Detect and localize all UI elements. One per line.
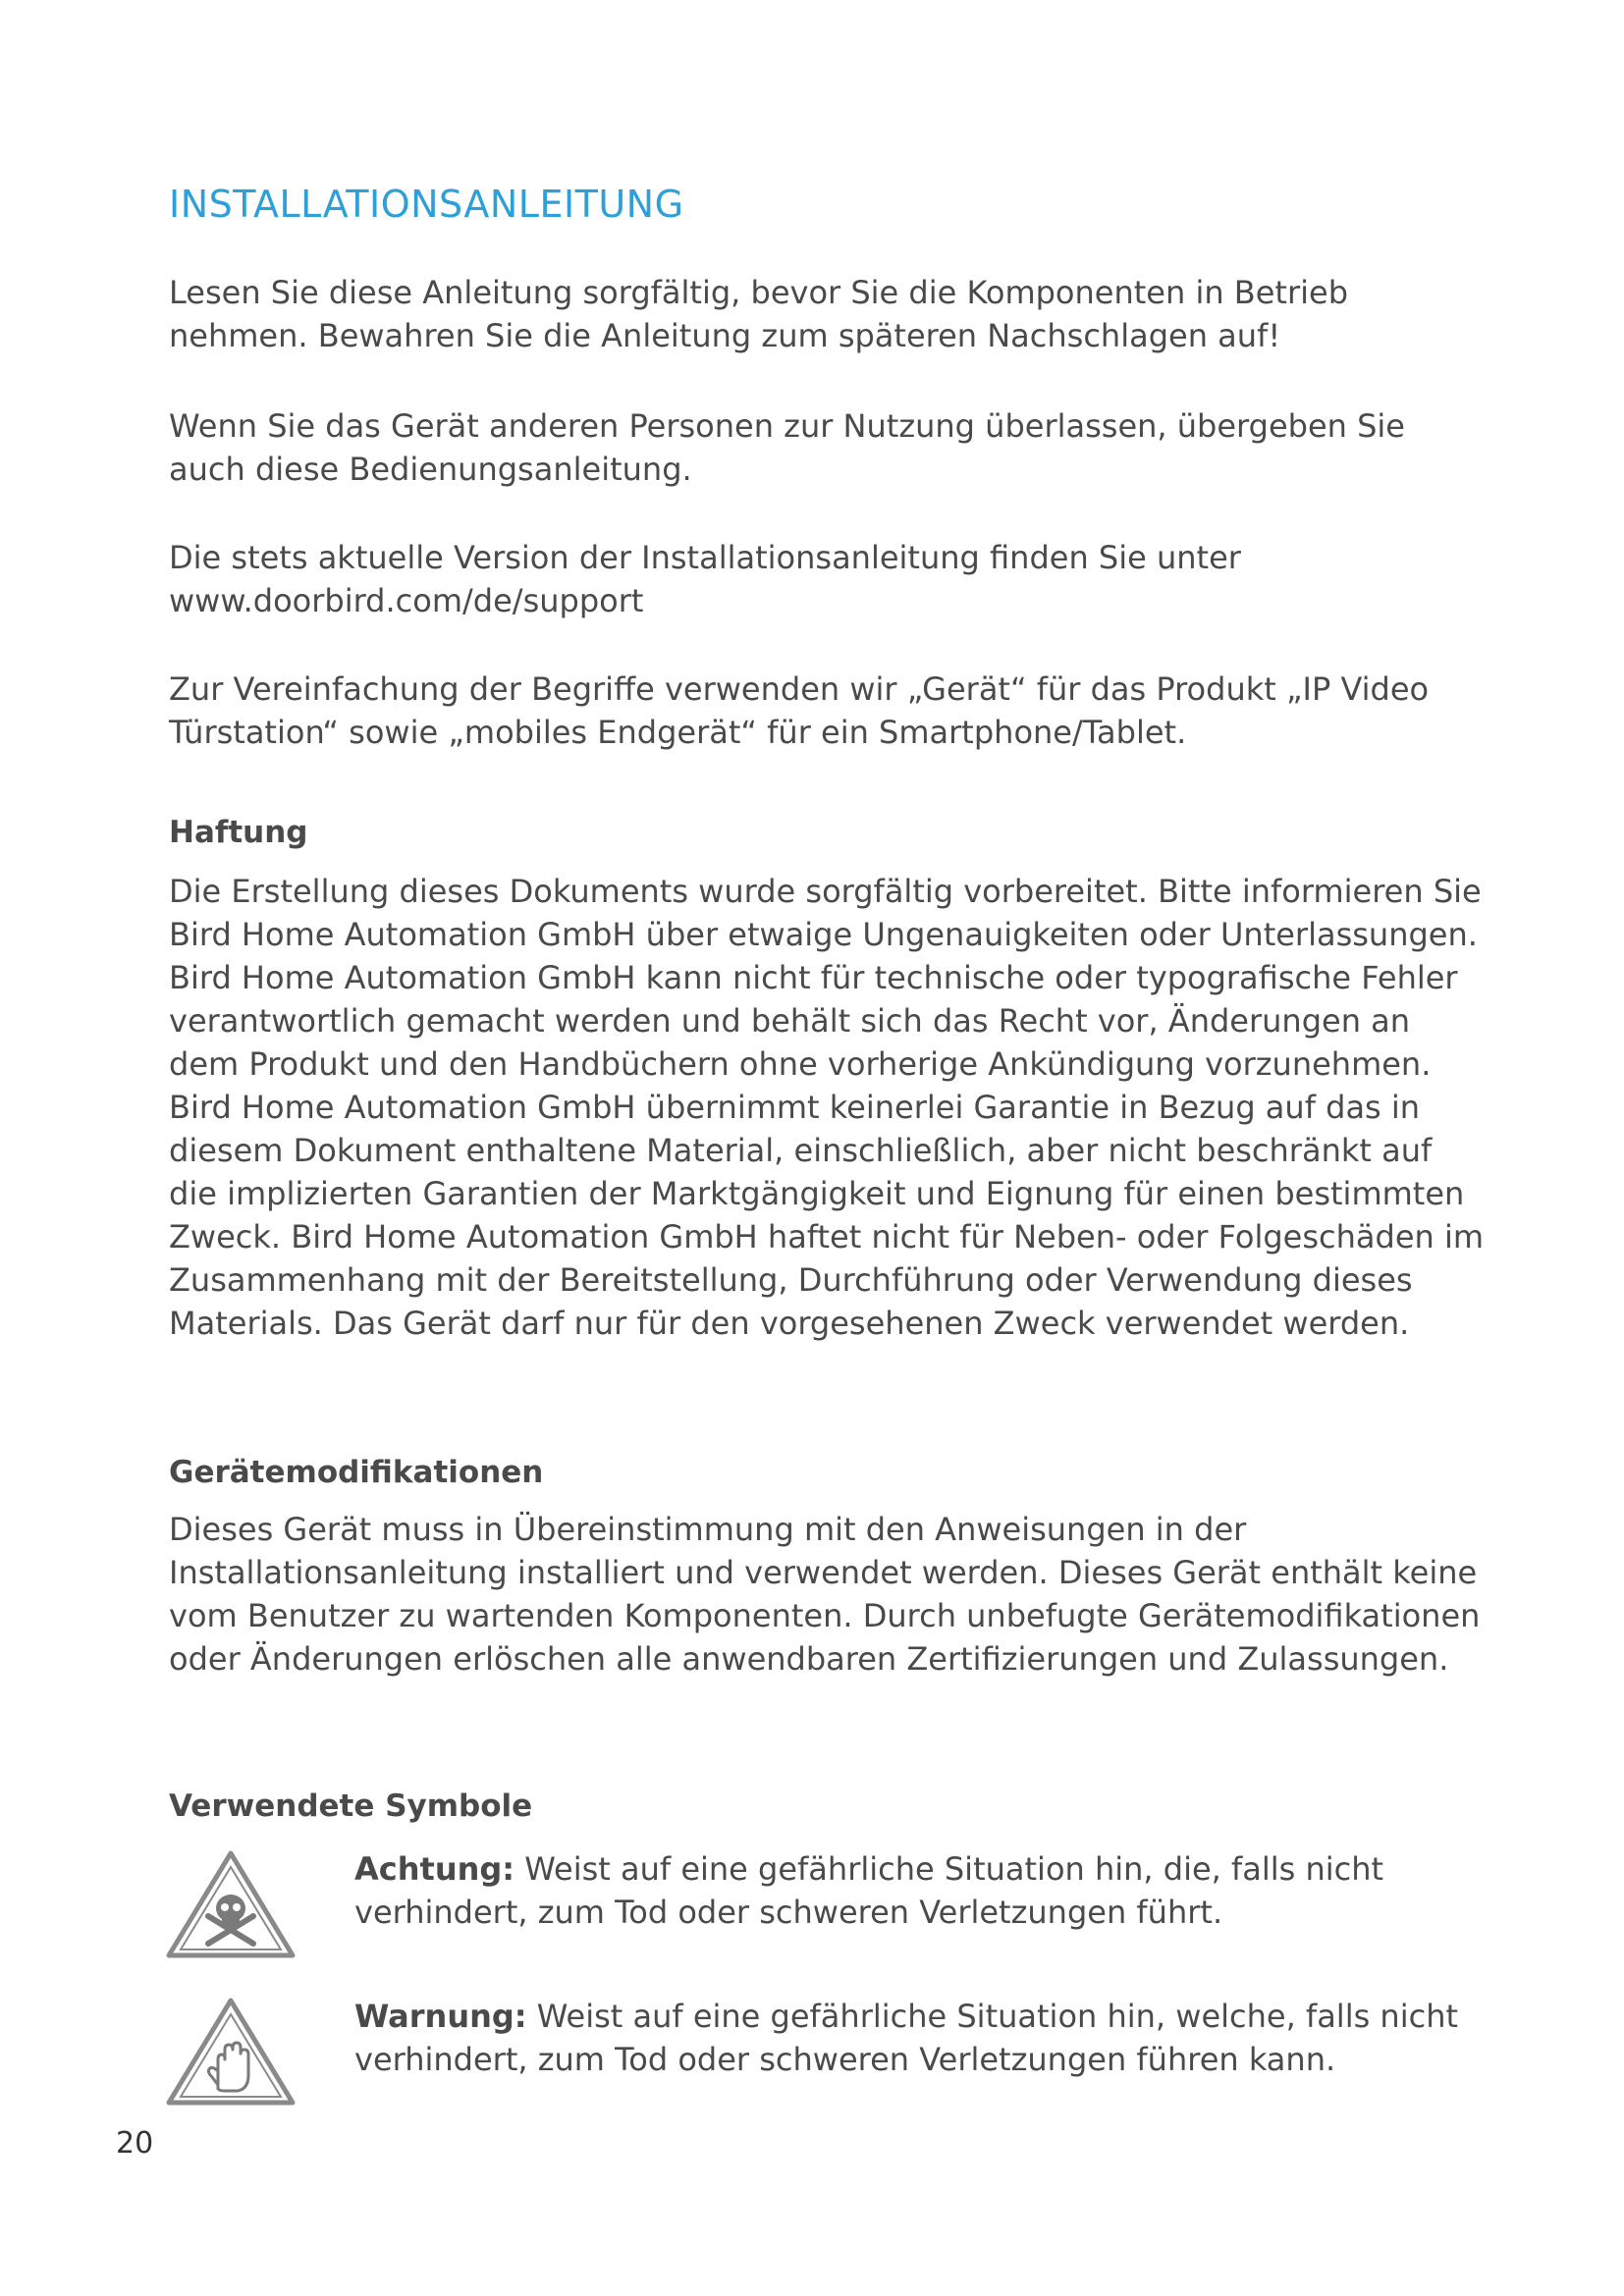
page-title: INSTALLATIONSANLEITUNG — [169, 183, 684, 226]
hand-warning-icon — [163, 1995, 298, 2109]
symbol-achtung-text: Weist auf eine gefährliche Situation hin, die, falls nicht verhindert, zum Tod oder schweren Verletzungen führt. — [354, 1850, 1384, 1931]
symbol-achtung-label: Achtung: — [354, 1850, 515, 1888]
symbol-achtung-description — [354, 1847, 1484, 1934]
intro-paragraph-handover: Wenn Sie das Gerät anderen Personen zur Nutzung überlassen, übergeben Sie auch diese Bedienungsanleitung. — [169, 407, 1405, 488]
haftung-heading: Haftung — [169, 815, 308, 850]
intro-paragraph-current-version: Die stets aktuelle Version der Installationsanleitung finden Sie unter www.doorbird.com/de/support — [169, 539, 1241, 619]
skull-warning-icon — [163, 1847, 298, 1961]
symbol-warnung-text: Weist auf eine gefährliche Situation hin, welche, falls nicht verhindert, zum Tod oder schweren Verletzungen führen kann. — [354, 1998, 1459, 2078]
intro-paragraph-read-carefully: Lesen Sie diese Anleitung sorgfältig, bevor Sie die Komponenten in Betrieb nehmen. Bewahren Sie die Anleitung zum späteren Nachschlagen auf! — [169, 274, 1349, 354]
modifikationen-heading: Gerätemodifikationen — [169, 1455, 544, 1490]
symbol-warnung-label: Warnung: — [354, 1998, 527, 2035]
page-number: 20 — [116, 2126, 154, 2161]
symbol-warnung-description — [354, 1995, 1484, 2081]
intro-paragraph-terms: Zur Vereinfachung der Begriffe verwenden wir „Gerät“ für das Produkt „IP Video Türstation“ sowie „mobiles Endgerät“ für ein Smartphone/Tablet. — [169, 670, 1430, 751]
haftung-text: Die Erstellung dieses Dokuments wurde sorgfältig vorbereitet. Bitte informieren Sie Bird Home Automation GmbH über etwaige Ungenauigkeiten oder Unterlassungen. Bird Home Automation GmbH kann nicht für technische oder typografische Fehler verantwortlich gemacht werden und behält sich das Recht vor, Änderungen an dem Produkt und den Handbüchern ohne vorherige Ankündigung vorzunehmen. Bird Home Automation GmbH übernimmt keinerlei Garantie in Bezug auf das in diesem Dokument enthaltene Material, einschließlich, aber nicht beschränkt auf die implizierten Garantien der Marktgängigkeit und Eignung für einen bestimmten Zweck. Bird Home Automation GmbH haftet nicht für Neben- oder Folgeschäden im Zusammenhang mit der Bereitstellung, Durchführung oder Verwendung dieses Materials. Das Gerät darf nur für den vorgesehenen Zweck verwendet werden. — [169, 873, 1485, 1342]
modifikationen-text: Dieses Gerät muss in Übereinstimmung mit den Anweisungen in der Installationsanleitung installiert und verwendet werden. Dieses Gerät enthält keine vom Benutzer zu wartenden Komponenten. Durch unbefugte Gerätemodifikationen oder Änderungen erlöschen alle anwendbaren Zertifizierungen und Zulassungen. — [169, 1511, 1481, 1678]
symbole-heading: Verwendete Symbole — [169, 1789, 533, 1824]
